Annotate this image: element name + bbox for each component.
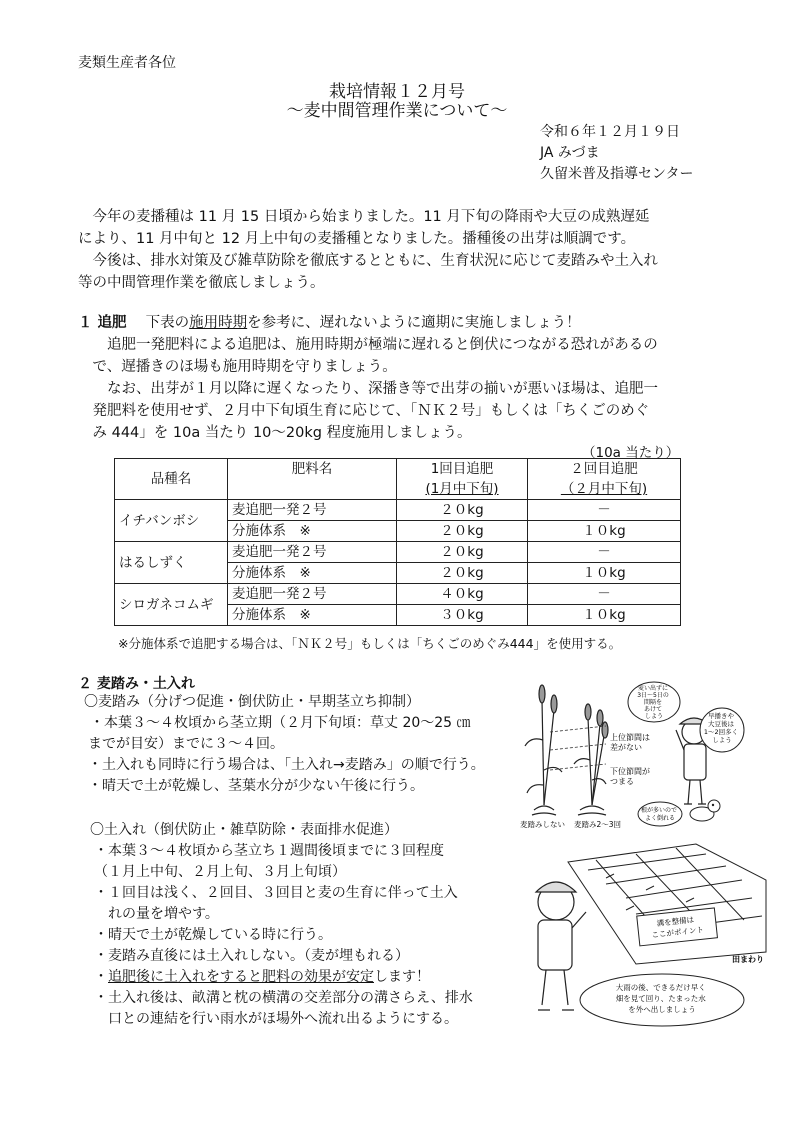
bubble2-text: 早播きや 大豆後は 1～2回多く しよう — [703, 712, 739, 744]
table-row — [115, 500, 681, 521]
drainage-illustration — [516, 840, 768, 1030]
header-first-sub: (1月中下旬) — [397, 479, 528, 500]
fertilizer-table — [114, 458, 681, 626]
header-second-sub: （２月中下旬) — [528, 479, 681, 500]
label-no-treading: 麦踏みしない — [520, 820, 565, 829]
bubble1-text: 麦い出ずに 3日～5日の 間隔を あけて しよう — [637, 685, 669, 720]
fert-cell: 分施体系 ※ — [228, 521, 397, 542]
mugifumi-line: までが目安）までに３～４回。 — [88, 736, 284, 752]
fert-cell: 麦追肥一発２号 — [228, 500, 397, 521]
issuer-ja: JA みづま — [540, 145, 600, 161]
label-bottom-1: 下位節間が — [610, 767, 650, 776]
first-cell: ３０kg — [397, 605, 528, 626]
tsuchiire-line: ・本葉３～４枚頃から茎立ち１週間後頃までに３回程度 — [94, 843, 444, 859]
tsuchiire-underline-post: します！ — [374, 969, 430, 985]
fert-cell: 分施体系 ※ — [228, 563, 397, 584]
label-treading: 麦踏み2～3回 — [574, 820, 622, 829]
mugifumi-line: ・晴天で土が乾燥し、茎葉水分が少ない午後に行う。 — [88, 778, 424, 794]
tsuchiire-title: 〇土入れ（倒伏防止・雑草防除・表面排水促進） — [90, 822, 398, 838]
second-cell: １０kg — [528, 563, 681, 584]
fert-cell: 麦追肥一発２号 — [228, 542, 397, 563]
section1-lead-underline: 施用時期 — [189, 315, 248, 331]
tsuchiire-line: ・土入れ後は、畝溝と枕の横溝の交差部分の溝さらえ、排水 — [94, 990, 473, 1006]
dog-icon — [690, 800, 720, 821]
field-sign — [637, 908, 718, 946]
first-cell: ２０kg — [397, 542, 528, 563]
section1-line: で、遅播きのほ場も施用時期を守りましょう。 — [92, 359, 397, 375]
fert-cell: 分施体系 ※ — [228, 605, 397, 626]
page-subtitle: ～麦中間管理作業について～ — [286, 101, 508, 121]
wheat-treading-illustration — [514, 680, 746, 830]
mugifumi-block — [78, 692, 508, 797]
section1-line: 追肥一発肥料による追肥は、施用時期が極端に遅れると倒伏につながる恐れがあるの — [107, 337, 658, 353]
table-row — [115, 584, 681, 605]
page-title: 栽培情報１２月号 — [329, 82, 465, 102]
addressee: 麦類生産者各位 — [78, 55, 176, 71]
section1 — [78, 312, 718, 444]
variety-cell: イチバンボシ — [115, 500, 228, 542]
second-cell: － — [528, 542, 681, 563]
farmer2-icon — [536, 882, 586, 1010]
tsuchiire-line: ・晴天で土が乾燥している時に行う。 — [94, 927, 332, 943]
section1-heading: １ 追肥 — [78, 315, 127, 331]
first-cell: ４０kg — [397, 584, 528, 605]
tsuchiire-line: れの量を増やす。 — [108, 906, 219, 922]
table-unit: （10a 当たり） — [582, 445, 680, 461]
issue-date: 令和６年１２月１９日 — [540, 124, 680, 140]
section1-lead-post: を参考に、遅れないように適期に実施しましょう！ — [247, 315, 581, 331]
label-top-2: 差がない — [610, 743, 642, 752]
tsuchiire-line-highlight: ・追肥後に土入れをすると肥料の効果が安定します！ — [94, 969, 430, 985]
tsuchiire-underline: 追肥後に土入れをすると肥料の効果が安定 — [108, 969, 374, 985]
second-cell: １０kg — [528, 605, 681, 626]
bubble3-text: 根が多いので よく倒れる — [641, 807, 678, 822]
intro-line: 等の中間管理作業を徹底しましょう。 — [78, 275, 325, 291]
section1-line: なお、出芽が１月以降に遅くなったり、深播き等で出芽の揃いが悪いほ場は、追肥一 — [107, 381, 658, 397]
variety-cell: シロガネコムギ — [115, 584, 228, 626]
label-bottom-2: つまる — [610, 777, 634, 786]
first-cell: ２０kg — [397, 521, 528, 542]
field-label: 田まわり — [732, 955, 764, 964]
tsuchiire-line: 口との連結を行い雨水がほ場外へ流れ出るようにする。 — [108, 1011, 458, 1027]
first-cell: ２０kg — [397, 563, 528, 584]
second-cell: － — [528, 500, 681, 521]
field-drawing — [568, 844, 766, 964]
intro-line: により、11 月中旬と 12 月上中旬の麦播種となりました。播種後の出芽は順調です。 — [78, 231, 636, 247]
speech-bubble-3 — [638, 802, 682, 826]
mugifumi-line: ・土入れも同時に行う場合は、「土入れ→麦踏み」の順で行う。 — [88, 757, 485, 773]
table-row — [115, 542, 681, 563]
section1-line: 発肥料を使用せず、２月中下旬頃生育に応じて、「ＮＫ２号」もしくは「ちくごのめぐ — [92, 403, 650, 419]
mugifumi-title: 〇麦踏み（分げつ促進・倒伏防止・早期茎立ち抑制） — [84, 694, 420, 710]
section1-line: み 444」を 10a 当たり 10～20kg 程度施用しましょう。 — [92, 425, 472, 441]
section1-lead-pre: 下表の — [145, 315, 190, 331]
header-variety: 品種名 — [115, 459, 228, 500]
header-second: ２回目追肥 — [528, 459, 681, 480]
variety-cell: はるしずく — [115, 542, 228, 584]
mugifumi-line: ・本葉３～４枚頃から茎立期（２月下旬頃：草丈 20～25 ㎝ — [90, 715, 471, 731]
label-top-1: 上位節間は — [610, 733, 650, 742]
first-cell: ２０kg — [397, 500, 528, 521]
wheat-plant-treaded-icon — [574, 704, 608, 815]
sign-text: 溝を整備は ここがポイント — [651, 915, 705, 940]
intro-line: 今年の麦播種は 11 月 15 日頃から始まりました。11 月下旬の降雨や大豆の成熟遅延 — [92, 209, 650, 225]
tsuchiire-block — [78, 820, 508, 1030]
bubble4-text: 大雨の後、できるだけ早く 畑を見て回り、たまった水 を外へ出しましょう — [615, 983, 706, 1014]
header-fertilizer: 肥料名 — [228, 459, 397, 500]
section2-heading-text: ２ 麦踏み・土入れ — [78, 676, 195, 692]
tsuchiire-line: ・１回目は浅く、２回目、３回目と麦の生育に伴って土入 — [94, 885, 458, 901]
second-cell: － — [528, 584, 681, 605]
tsuchiire-line: （１月上中旬、２月上旬、３月上旬頃） — [94, 864, 346, 880]
section1-lead — [78, 312, 718, 334]
intro-line: 今後は、排水対策及び雑草防除を徹底するとともに、生育状況に応じて麦踏みや土入れ — [92, 253, 658, 269]
table-note: ※分施体系で追肥する場合は、「ＮＫ２号」もしくは「ちくごのめぐみ444」を使用する。 — [118, 636, 622, 651]
wheat-plant-icon — [525, 685, 562, 815]
issuer-center: 久留米普及指導センター — [540, 166, 694, 182]
fert-cell: 麦追肥一発２号 — [228, 584, 397, 605]
tsuchiire-line: ・麦踏み直後には土入れしない。（麦が埋もれる） — [94, 948, 409, 964]
second-cell: １０kg — [528, 521, 681, 542]
intro-paragraph — [78, 206, 718, 294]
header-first: 1回目追肥 — [397, 459, 528, 480]
